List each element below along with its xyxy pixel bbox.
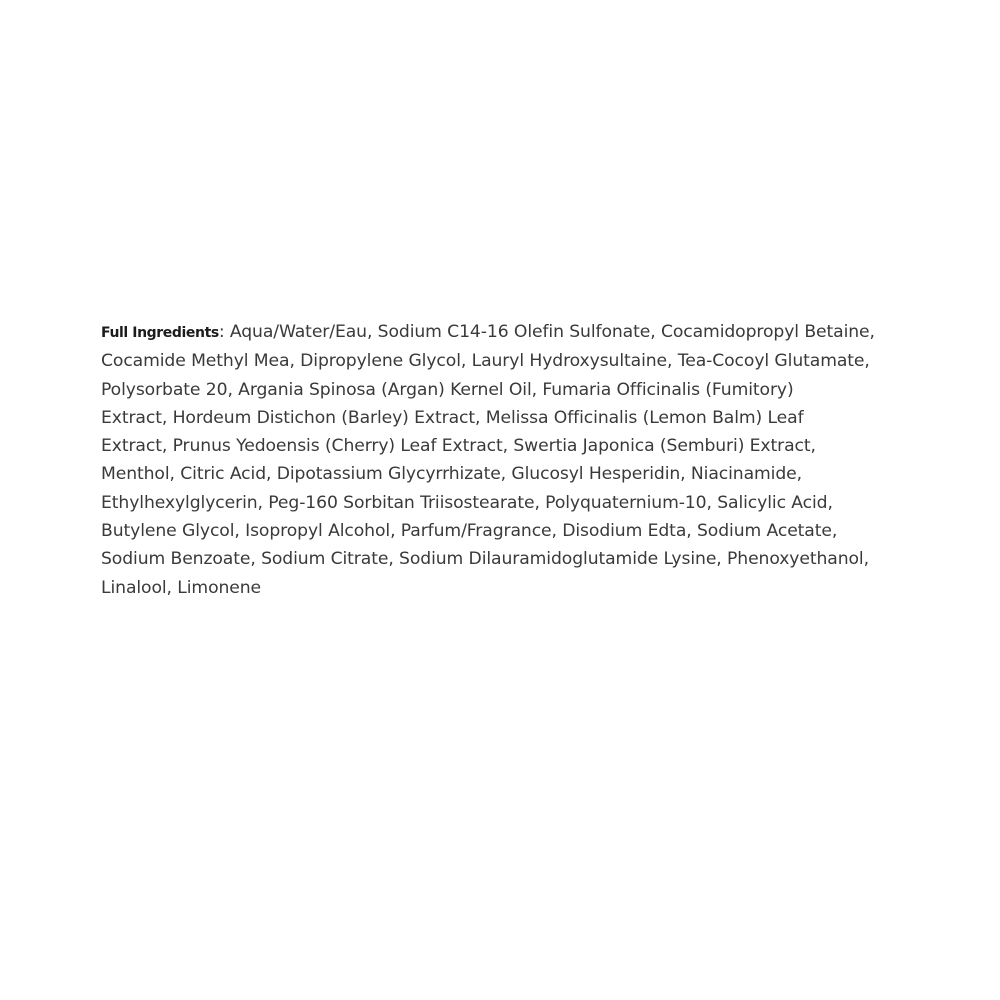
ingredients-line-text: Aqua/Water/Eau, Sodium C14-16 Olefin Sulfonate, Cocamidopropyl Betaine,: [224, 322, 875, 342]
ingredients-line-10: Linalool, Limonene: [101, 577, 262, 598]
ingredients-line-2: Cocamide Methyl Mea, Dipropylene Glycol, Lauryl Hydroxysultaine, Tea-Cocoyl Glutamate,: [101, 351, 870, 372]
ingredients-line-3: Polysorbate 20, Argania Spinosa (Argan) Kernel Oil, Fumaria Officinalis (Fumitory): [101, 379, 794, 400]
ingredients-separator: :: [218, 322, 225, 342]
ingredients-label: Full Ingredients: [101, 325, 219, 341]
ingredients-line-9: Sodium Benzoate, Sodium Citrate, Sodium Dilauramidoglutamide Lysine, Phenoxyethanol,: [101, 549, 869, 570]
ingredients-line-1: [101, 318, 946, 347]
ingredients-line-7: Ethylhexylglycerin, Peg-160 Sorbitan Triisostearate, Polyquaternium-10, Salicylic Acid,: [101, 492, 833, 513]
ingredients-line-4: Extract, Hordeum Distichon (Barley) Extract, Melissa Officinalis (Lemon Balm) Leaf: [101, 407, 804, 428]
ingredients-line-5: Extract, Prunus Yedoensis (Cherry) Leaf Extract, Swertia Japonica (Semburi) Extract,: [101, 436, 816, 457]
ingredients-text: [101, 318, 946, 602]
ingredients-line-6: Menthol, Citric Acid, Dipotassium Glycyrrhizate, Glucosyl Hesperidin, Niacinamide,: [101, 464, 802, 485]
ingredients-line-8: Butylene Glycol, Isopropyl Alcohol, Parfum/Fragrance, Disodium Edta, Sodium Acetate,: [101, 521, 838, 542]
